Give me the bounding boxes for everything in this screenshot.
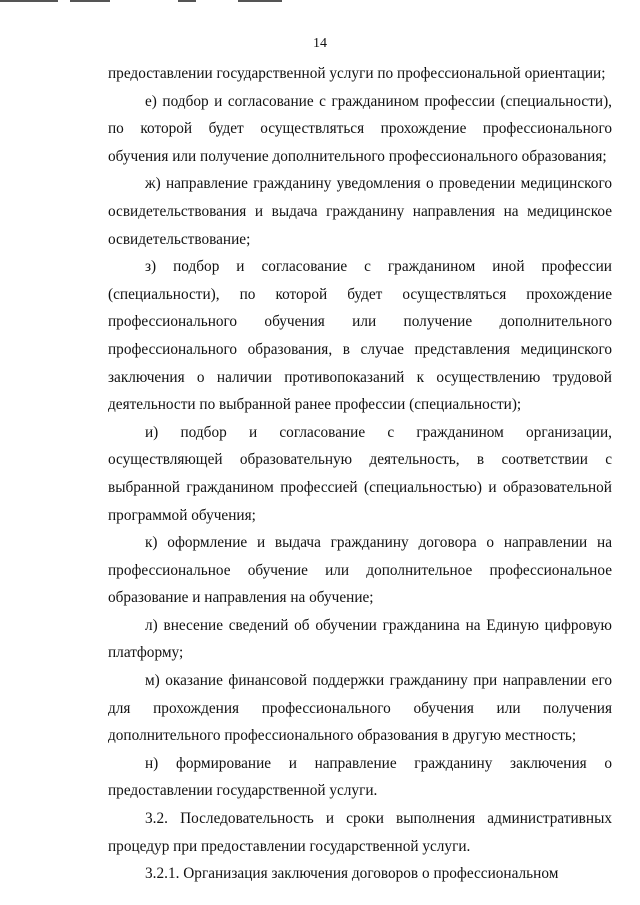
document-body [108, 60, 612, 888]
page-number: 14 [313, 36, 327, 51]
paragraph-item-i: и) подбор и согласование с гражданином организации, осуществляющей образовательную деятельность, в соответствии с выбранной гражданином профессией (специальностью) и образовательной программой обучения; [108, 423, 612, 524]
paragraph-section-3-2-1: 3.2.1. Организация заключения договоров о профессиональном [145, 865, 559, 883]
paragraph-item-z: з) подбор и согласование с гражданином иной профессии (специальности), по которой будет осуществляться прохождение профессионального обучения или получение дополнительного профессионального образования, в случае представления медицинского заключения о наличии противопоказаний к осуществлению трудовой деятельности по выбранной ранее профессии (специальности); [108, 258, 612, 414]
paragraph-section-3-2: 3.2. Последовательность и сроки выполнения административных процедур при предоставлении государственной услуги. [108, 810, 612, 855]
paragraph-item-k: к) оформление и выдача гражданину договора о направлении на профессиональное обучение или дополнительное профессиональное образование и направления на обучение; [108, 534, 612, 607]
paragraph-item-l: л) внесение сведений об обучении гражданина на Единую цифровую платформу; [108, 616, 612, 662]
scan-top-marks [0, 0, 640, 4]
paragraph-item-zh: ж) направление гражданину уведомления о проведении медицинского освидетельствования и выдача гражданину направления на медицинское освидетельствование; [108, 175, 612, 248]
paragraph-continuation: предоставлении государственной услуги по профессиональной ориентации; [108, 65, 606, 82]
paragraph-item-m: м) оказание финансовой поддержки гражданину при направлении его для прохождения профессионального обучения или получения дополнительного профессионального образования в другую местность; [108, 672, 612, 745]
paragraph-item-e: е) подбор и согласование с гражданином профессии (специальности), по которой будет осуществляться прохождение профессионального обучения или получение дополнительного профессионального образования; [108, 92, 612, 165]
paragraph-item-n: н) формирование и направление гражданину заключения о предоставлении государственной услуги. [108, 754, 612, 800]
